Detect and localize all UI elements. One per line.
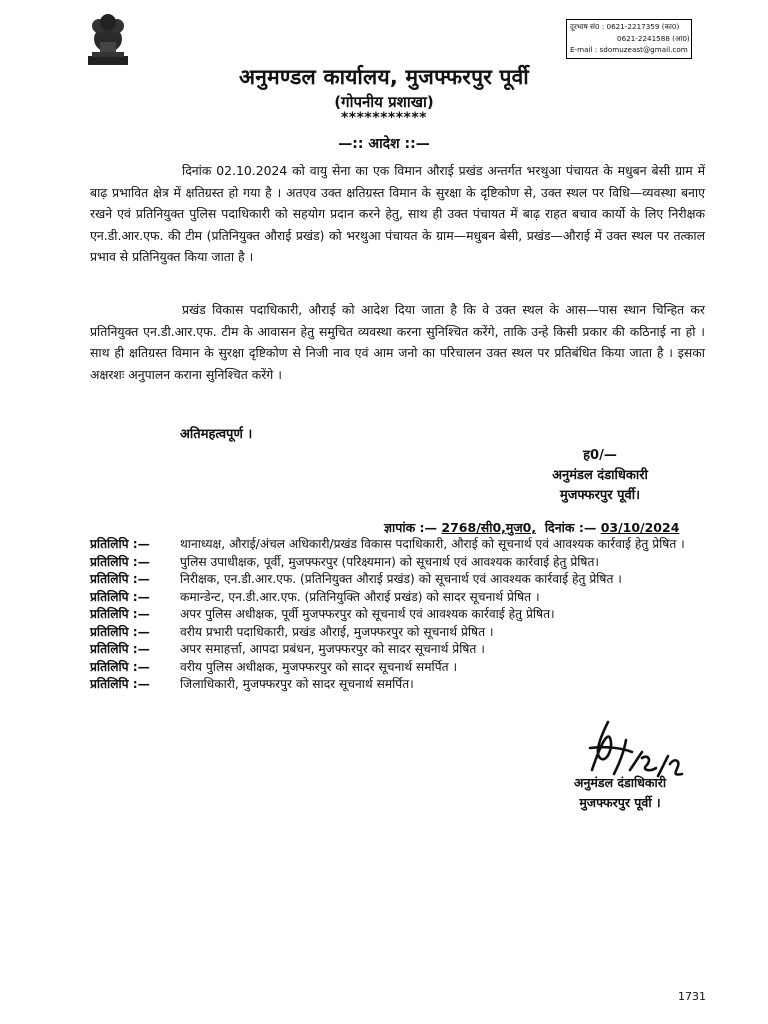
phone-residence: 0621-2241588 (आ0) [617, 33, 690, 43]
signatory-designation: अनुमंडल दंडाधिकारी [552, 468, 648, 483]
phone-office: दूरभाष सं0 : 0621-2217359 (का0) [570, 22, 680, 31]
copy-label: प्रतिलिपि :— [90, 624, 150, 639]
copy-list [90, 536, 705, 694]
copy-row [90, 606, 705, 624]
memo-number: 2768/सी0,मुज0, [441, 520, 537, 535]
copy-label: प्रतिलिपि :— [90, 589, 150, 604]
copy-text: अपर समाहर्त्ता, आपदा प्रबंधन, मुजफ्फरपुर को सादर सूचनार्थ प्रेषित । [180, 642, 485, 656]
copy-label: प्रतिलिपि :— [90, 677, 150, 691]
copy-label: प्रतिलिपि :— [90, 607, 150, 621]
copy-label: प्रतिलिपि :— [90, 659, 150, 674]
contact-box [566, 19, 692, 59]
order-heading: —:: आदेश ::— [338, 136, 430, 152]
copy-text: निरीक्षक, एन.डी.आर.एफ. (प्रतिनियुक्त औराई प्रखंड) को सूचनार्थ एवं आवश्यक कार्रवाई हेतु प्रेषित । [180, 572, 622, 586]
signed-mark: ह0/— [583, 448, 617, 463]
office-subtitle: (गोपनीय प्रशाखा) [334, 93, 434, 111]
copy-row [90, 676, 705, 694]
copy-text: जिलाधिकारी, मुजफ्फरपुर को सादर सूचनार्थ समर्पित। [180, 677, 414, 691]
office-title: अनुमण्डल कार्यालय, मुजफ्फरपुर पूर्वी [239, 65, 529, 89]
memo-label: ज्ञापांक :— [384, 520, 438, 535]
final-designation: अनुमंडल दंडाधिकारी [573, 775, 667, 790]
final-location: मुजफ्फरपुर पूर्वी । [579, 795, 661, 810]
copy-label: प्रतिलिपि :— [90, 572, 150, 586]
copy-text: पुलिस उपाधीक्षक, पूर्वी, मुजफ्फरपुर (परिक्ष्यमान) को सूचनार्थ एवं आवश्यक कार्रवाई हेतु प्रेषित। [180, 554, 600, 569]
copy-row [90, 536, 705, 554]
copy-label: प्रतिलिपि :— [90, 642, 150, 656]
signatory-location: मुजफ्फरपुर पूर्वी। [559, 488, 641, 503]
signature-block [520, 446, 680, 506]
page-number: 1731 [678, 990, 706, 1003]
copy-text: वरीय पुलिस अधीक्षक, मुजफ्फरपुर को सादर सूचनार्थ समर्पित । [180, 659, 458, 674]
memo-date: 03/10/2024 [600, 520, 680, 535]
copy-text: थानाध्यक्ष, औराई/अंचल अधिकारी/प्रखंड विकास पदाधिकारी, औराई को सूचनार्थ एवं आवश्यक कार्रवाई हेतु प्रेषित । [180, 537, 685, 551]
stars-separator: *********** [340, 110, 428, 126]
national-emblem-icon [82, 8, 134, 68]
important-note: अतिमहत्वपूर्ण । [180, 427, 253, 442]
copy-row [90, 641, 705, 659]
copy-row [90, 624, 705, 642]
memo-line [384, 519, 679, 536]
copy-row [90, 659, 705, 677]
copy-label: प्रतिलिपि :— [90, 554, 150, 569]
order-paragraph-1: दिनांक 02.10.2024 को वायु सेना का एक विमान औराई प्रखंड अन्तर्गत भरथुआ पंचायत के मधुबन बेसी ग्राम में बाढ़ प्रभावित क्षेत्र में क्षतिग्रस्त हो गया है । अतएव उक्त क्षतिग्रस्त विमान के सुरक्षा के दृष्टिकोण से, उक्त स्थल पर विधि—व्यवस्था बनाए रखने एवं प्रतिनियुक्त पुलिस पदाधिकारी को सहयोग प्रदान करने हेतु, साथ ही उक्त पंचायत में बाढ़ राहत बचाव कार्यो के लिए निरीक्षक एन.डी.आर.एफ. की टीम (प्रतिनियुक्त औराई प्रखंड) को भरथुआ पंचायत के ग्राम—मधुबन बेसी, प्रखंड—औराई में उक्त स्थल पर तत्काल प्रभाव से प्रतिनियुक्त किया जाता है । [90, 163, 705, 264]
order-paragraph-2: प्रखंड विकास पदाधिकारी, औराई को आदेश दिया जाता है कि वे उक्त स्थल के आस—पास स्थान चिन्हित कर प्रतिनियुक्त एन.डी.आर.एफ. टीम के आवासन हेतु समुचित व्यवस्था करना सुनिश्चित करेंगे, ताकि उन्हे किसी प्रकार की कठिनाई ना हो । साथ ही क्षतिग्रस्त विमान के सुरक्षा दृष्टिकोण से निजी नाव एवं आम जनो का परिचालन उक्त स्थल पर प्रतिबंधित किया जाता है । इसका अक्षरशः अनुपालन कराना सुनिश्चित करेंगे । [90, 302, 705, 382]
copy-label: प्रतिलिपि :— [90, 537, 150, 551]
copy-text: कमान्डेन्ट, एन.डी.आर.एफ. (प्रतिनियुक्ति औराई प्रखंड) को सादर सूचनार्थ प्रेषित । [180, 589, 540, 604]
final-signature-block [545, 773, 695, 813]
email-line: E-mail : sdomuzeast@gmail.com [570, 45, 688, 54]
copy-row [90, 589, 705, 607]
copy-row [90, 554, 705, 572]
copy-text: अपर पुलिस अधीक्षक, पूर्वी मुजफ्फरपुर को सूचनार्थ एवं आवश्यक कार्रवाई हेतु प्रेषित। [180, 607, 555, 621]
memo-date-label: दिनांक :— [544, 520, 597, 535]
copy-text: वरीय प्रभारी पदाधिकारी, प्रखंड औराई, मुजफ्फरपुर को सूचनार्थ प्रेषित । [180, 624, 494, 639]
copy-row [90, 571, 705, 589]
